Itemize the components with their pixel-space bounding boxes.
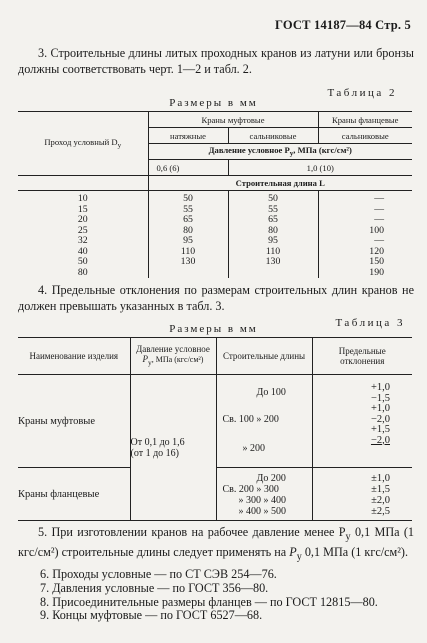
table2-cell: — [374, 235, 384, 246]
table2-cell: 50 [77, 256, 88, 267]
table2-head-salnik: сальниковые [228, 128, 318, 144]
table2-dims: Размеры в мм [169, 97, 258, 109]
list-item: 8. Присоединительные размеры фланцев — по ГОСТ 12815—80. [40, 594, 378, 609]
paragraph-3: 3. Строительные длины литых проходных кранов из латуни или бронзы должны соответствовать черт. 1—2 и табл. 2. [18, 46, 414, 76]
table3-head-lengths: Строительные длины [216, 338, 312, 375]
table3-dev: ±2,5 [371, 506, 390, 517]
table2-col-sal [228, 191, 318, 279]
table3-dev: ±2,0 [371, 495, 390, 506]
items-list [40, 568, 378, 623]
table3-caption: Таблица 3 [335, 317, 405, 329]
table3-muft-lengths [216, 375, 312, 468]
table2-cell: — [374, 203, 384, 215]
table2-cell: 110 [265, 245, 281, 257]
table2-p1: 0,6 (6) [148, 160, 228, 176]
table2-head-natyazh: натяжные [148, 128, 228, 144]
table2-cell: 40 [77, 245, 88, 257]
table3-cell: До 200 [256, 473, 286, 484]
table2-cell: 110 [180, 245, 196, 257]
table2-cell: 25 [77, 224, 88, 236]
table-2 [18, 111, 412, 278]
table3-muft-devs [312, 375, 412, 468]
table3-flan-devs [312, 468, 412, 521]
table3-cell: » 200 [242, 443, 265, 454]
table2-cell: — [374, 214, 384, 225]
table2-col-flan [318, 191, 412, 279]
table3-dev: +1,0 [370, 382, 390, 393]
list-item: 6. Проходы условные — по СТ СЭВ 254—76. [40, 567, 277, 581]
table2-cell: 190 [369, 266, 384, 278]
table2-length-head: Строительная длина L [148, 176, 412, 191]
table-3 [18, 337, 412, 521]
table2-cell: 10 [77, 193, 88, 204]
table2-cell: 80 [268, 224, 278, 236]
table2-head-dy: Проход условный $D_у$ [18, 112, 148, 176]
table2-cell: 55 [183, 203, 193, 215]
table2-cell: 32 [77, 235, 88, 246]
table2-cell: 150 [369, 256, 384, 267]
table2-cell: 65 [183, 214, 193, 225]
table3-dev: −2,0 [370, 434, 390, 446]
table3-row-muft: Краны муфтовые [18, 375, 130, 468]
table3-head-deviation: Предельные отклонения [338, 346, 386, 366]
table2-cell: 100 [369, 224, 384, 236]
table2-cell: 130 [180, 256, 196, 267]
table3-head-name: Наименование изделия [18, 338, 130, 375]
table2-cell: 95 [268, 235, 278, 246]
table2-col-dy [18, 191, 148, 279]
table3-head-pressure: Давление условное $P_у$, МПа (кгс/см²) [130, 338, 216, 375]
table2-cell: 95 [183, 235, 193, 246]
table2-cell: — [374, 193, 384, 204]
table3-dev: ±1,0 [371, 473, 390, 484]
table2-head-muft: Краны муфтовые [148, 112, 318, 128]
table2-cell: 65 [268, 214, 278, 225]
table3-cell: » 300 » 400 [238, 495, 286, 506]
table3-dev: −1,5 [370, 392, 390, 404]
table3-dev: ±1,5 [371, 484, 390, 495]
table3-cell: » 400 » 500 [238, 506, 286, 517]
paragraph-5: 5. При изготовлении кранов на рабочее давление менее $P_у$ 0,1 МПа (1 кгс/см²) строительные длины следует применять на $P_у$ 0,1 МПа (1 кгс/см²). [18, 525, 415, 563]
table3-flan-lengths [216, 468, 312, 521]
table2-caption: Таблица 2 [327, 87, 397, 99]
table3-dev: +1,5 [370, 424, 390, 435]
paragraph-4: 4. Предельные отклонения по размерам строительных длин кранов не должен превышать указанных в табл. 3. [18, 283, 414, 313]
table2-cell: 15 [77, 203, 88, 215]
table2-col-nat [148, 191, 228, 279]
table3-dev: −2,0 [370, 413, 390, 425]
table2-head-flan: Краны фланцевые [318, 112, 412, 128]
table3-row-flan: Краны фланцевые [18, 468, 130, 521]
table2-cell: 120 [369, 245, 384, 257]
table2-cell: 80 [183, 224, 193, 236]
table2-cell: 20 [77, 214, 88, 225]
table2-cell [149, 268, 228, 279]
list-item: 9. Концы муфтовые — по ГОСТ 6527—68. [40, 608, 263, 623]
table3-cell: Св. 100 » 200 [222, 414, 279, 425]
table2-cell: 50 [268, 193, 278, 204]
page-header: ГОСТ 14187—84 Стр. 5 [275, 18, 411, 32]
table3-pressure-range: От 0,1 до 1,6 (от 1 до 16) [130, 375, 216, 521]
table2-head-salnik2: сальниковые [318, 128, 412, 144]
table3-cell: Св. 200 » 300 [222, 484, 279, 495]
table2-cell: 50 [183, 193, 193, 204]
list-item: 7. Давления условные — по ГОСТ 356—80. [40, 580, 269, 595]
table2-cell: 80 [77, 266, 88, 278]
table2-p2: 1,0 (10) [228, 160, 412, 176]
table2-cell [229, 268, 318, 279]
table3-dev: +1,0 [370, 403, 390, 414]
table2-cell: 130 [265, 256, 281, 267]
table3-cell: До 100 [256, 387, 286, 398]
table3-dims: Размеры в мм [169, 323, 258, 335]
table2-head-pressure: Давление условное $P_у$, МПа (кгс/см²) [148, 144, 412, 160]
table2-cell: 55 [268, 203, 278, 215]
